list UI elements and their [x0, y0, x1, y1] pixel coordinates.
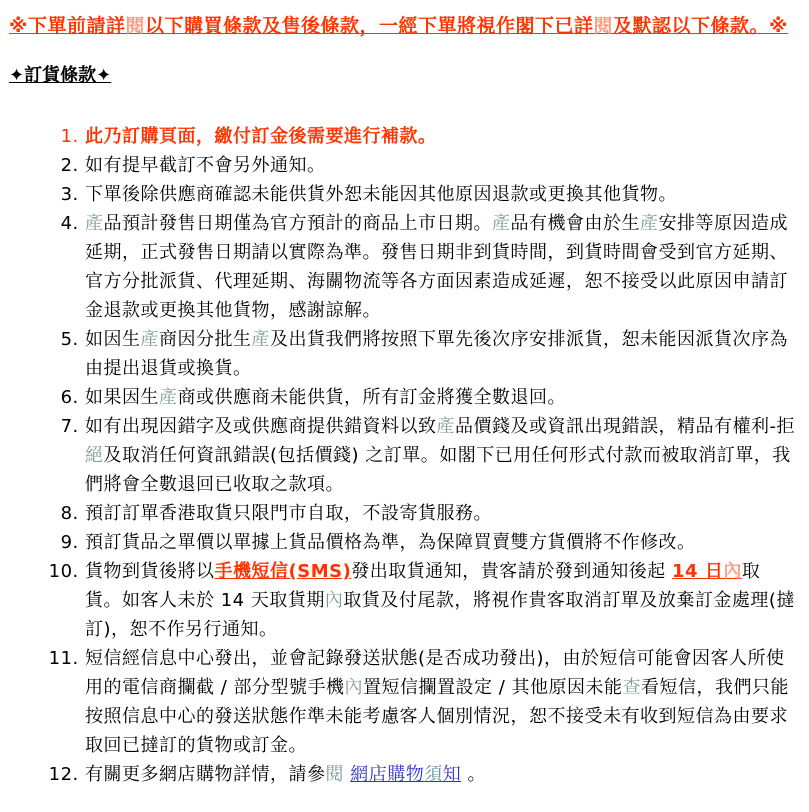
- term-item-1: [85, 122, 797, 151]
- fallback-glyph: 產: [85, 213, 104, 234]
- term-item-12: [85, 760, 797, 789]
- term-text-segment: 。: [461, 764, 486, 785]
- term-text-segment: 短信經信息中心發出，並會記錄發送狀態(是否成功發出)，由於短信可能會因客人所使用的電信商攔截 / 部分型號手機內置短信攔置設定 / 其他原因未能查看短信，我們只能按照信息中心的發送狀態作準未能考慮客人個別情況，恕不接受未有收到短信為由要求取回已撻訂的貨物或訂金。: [85, 648, 790, 756]
- fallback-glyph: 產: [640, 213, 659, 234]
- fallback-glyph: 閱: [325, 764, 344, 785]
- fallback-glyph: 內: [723, 561, 742, 582]
- term-item-11: [85, 644, 797, 760]
- term-text-segment: 14 日內: [672, 561, 742, 582]
- term-item-10: [85, 557, 797, 644]
- fallback-glyph: 內: [324, 590, 344, 611]
- page-title: ※下單前請詳閱以下購買條款及售後條款，一經下單將視作閣下已詳閱及默認以下條款。※: [9, 15, 789, 37]
- fallback-glyph: 產: [140, 329, 159, 350]
- term-item-9: [85, 528, 797, 557]
- term-item-7: [85, 412, 797, 499]
- term-text-segment: 下單後除供應商確認未能供貨外恕未能因其他原因退款或更換其他貨物。: [85, 184, 677, 205]
- term-text-segment: 產品預計發售日期僅為官方預計的商品上市日期。產品有機會由於生產安排等原因造成延期，正式發售日期請以實際為準。發售日期非到貨時間，到貨時間會受到官方延期、官方分批派貨、代理延期、海關物流等各方面因素造成延遲，恕不接受以此原因申請訂金退款或更換其他貨物，感謝諒解。: [85, 213, 788, 321]
- fallback-glyph: 產: [159, 387, 178, 408]
- fallback-glyph: 產: [436, 416, 455, 437]
- shop-notice-link[interactable]: 網店購物須知: [350, 764, 462, 785]
- term-item-5: [85, 325, 797, 383]
- term-item-4: [85, 209, 797, 325]
- term-item-6: [85, 383, 797, 412]
- term-text-segment: 如因生產商因分批生產及出貨我們將按照下單先後次序安排派貨，恕未能因派貨次序為由提出退貨或換貨。: [85, 329, 788, 379]
- term-text-segment: 發出取貨通知，貴客請於發到通知後起: [351, 561, 673, 582]
- fallback-glyph: 查: [622, 677, 642, 698]
- fallback-glyph: 絕: [85, 445, 104, 466]
- fallback-glyph: 須: [424, 764, 443, 785]
- term-text-segment: 如果因生產商或供應商未能供貨，所有訂金將獲全數退回。: [85, 387, 566, 408]
- fallback-glyph: 內: [344, 677, 364, 698]
- section-heading: ✦訂貨條款✦: [9, 65, 112, 86]
- term-item-3: [85, 180, 797, 209]
- term-text-segment: 如有出現因錯字及或供應商提供錯資料以致產品價錢及或資訊出現錯誤，精品有權利-拒絕及取消任何資訊錯誤(包括價錢) 之訂單。如閣下已用任何形式付款而被取消訂單，我們將會全數退回已收取之款項。: [85, 416, 795, 495]
- term-text-segment: 取貨。如客人未於 14 天取貨期內取貨及付尾款，將視作貴客取消訂單及放棄訂金處理(撻訂)，恕不作另行通知。: [85, 561, 795, 640]
- fallback-glyph: 產: [251, 329, 270, 350]
- term-text-segment: 有關更多網店購物詳情，請參閱: [85, 764, 344, 785]
- term-text-segment: 此乃訂購頁面，繳付訂金後需要進行補款。: [85, 126, 437, 147]
- terms-list: [9, 122, 797, 789]
- term-text-segment: 如有提早截訂不會另外通知。: [85, 155, 326, 176]
- term-text-segment: 手機短信(SMS): [214, 561, 352, 582]
- term-item-8: [85, 499, 797, 528]
- term-text-segment: 貨物到貨後將以: [85, 561, 215, 582]
- term-text-segment: 預訂貨品之單價以單據上貨品價格為準，為保障買賣雙方貨價將不作修改。: [85, 532, 696, 553]
- fallback-glyph: 閱: [125, 15, 145, 37]
- term-item-2: [85, 151, 797, 180]
- term-text-segment: 預訂訂單香港取貨只限門市自取，不設寄貨服務。: [85, 503, 492, 524]
- fallback-glyph: 產: [492, 213, 511, 234]
- fallback-glyph: 閱: [593, 15, 614, 37]
